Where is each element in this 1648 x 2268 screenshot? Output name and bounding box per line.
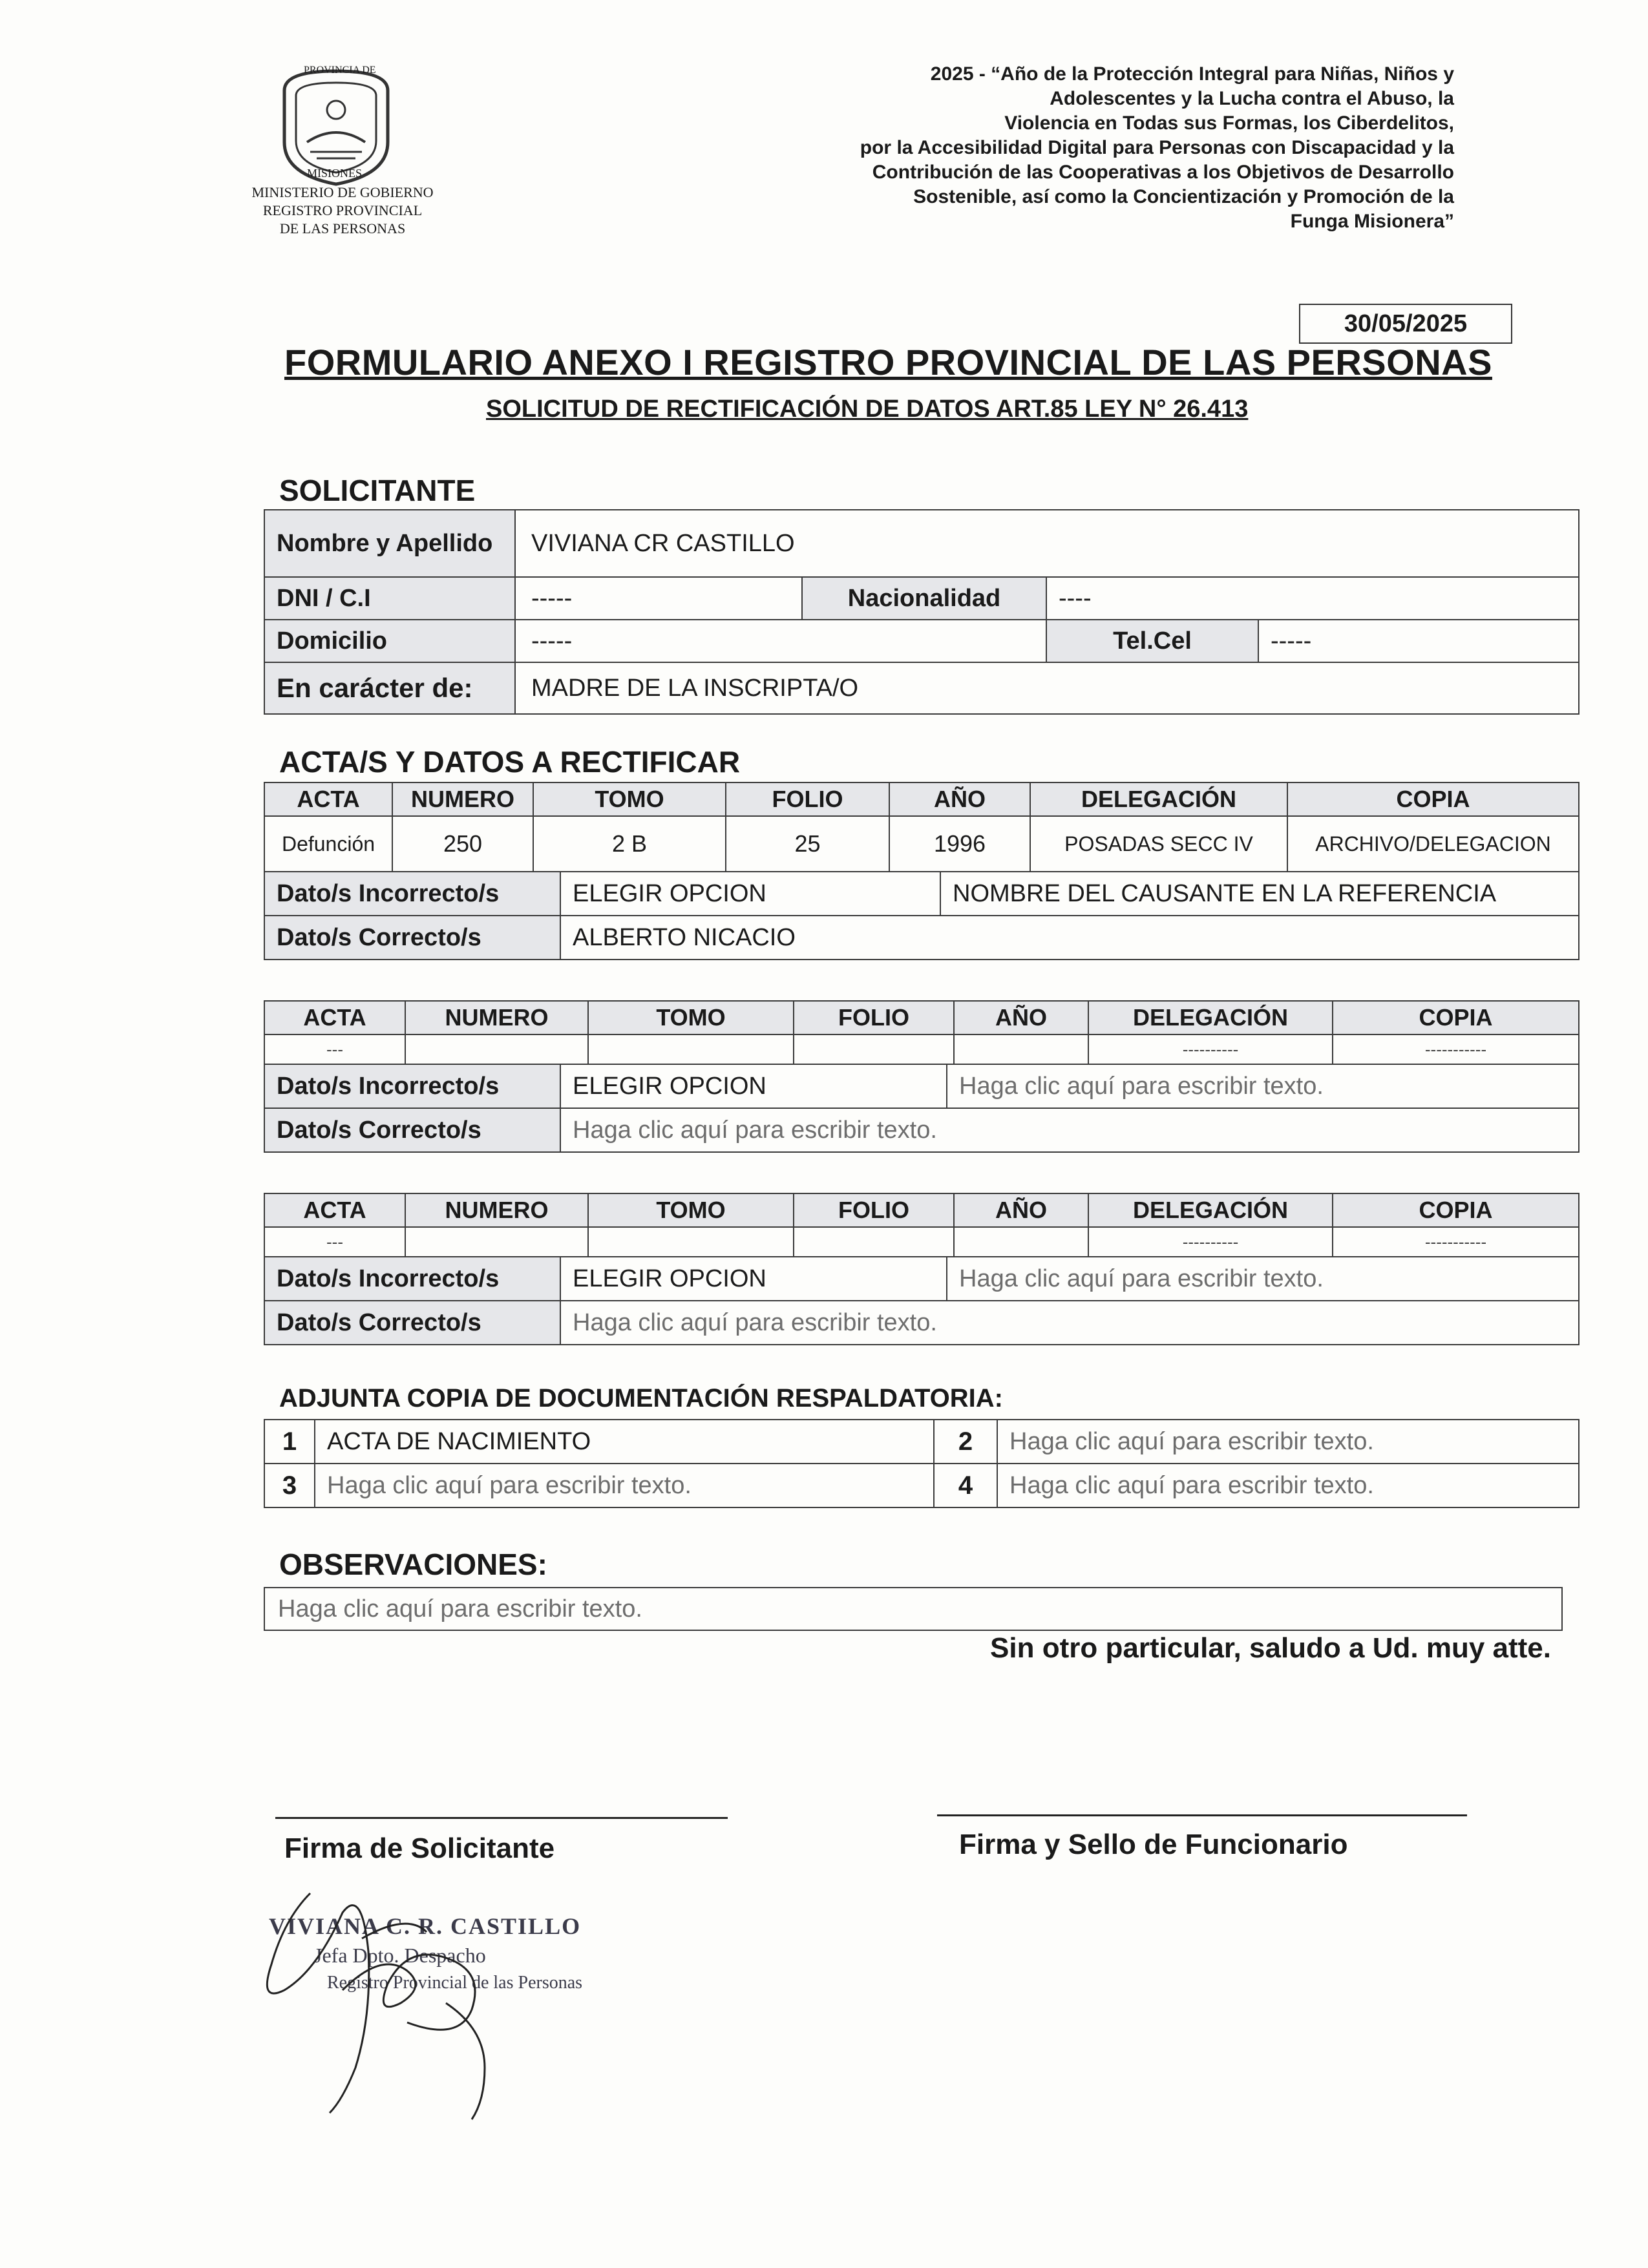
section-heading-observaciones: OBSERVACIONES: bbox=[279, 1548, 547, 1581]
col-numero: NUMERO bbox=[405, 1001, 588, 1034]
numero-field[interactable] bbox=[405, 1034, 588, 1064]
copia-field[interactable]: ARCHIVO/DELEGACION bbox=[1287, 816, 1579, 872]
incorrect-option-select[interactable]: ELEGIR OPCION bbox=[560, 1257, 947, 1301]
col-tomo: TOMO bbox=[533, 782, 726, 816]
year-motto bbox=[860, 62, 1454, 234]
acta-datos-table-3 bbox=[264, 1256, 1579, 1345]
col-tomo: TOMO bbox=[588, 1001, 794, 1034]
seal-text-bottom: MISIONES bbox=[307, 167, 363, 180]
folio-field[interactable]: 25 bbox=[726, 816, 889, 872]
date-field[interactable]: 30/05/2025 bbox=[1299, 304, 1512, 344]
incorrect-label: Dato/s Incorrecto/s bbox=[264, 1064, 560, 1108]
delegacion-field[interactable]: ---------- bbox=[1088, 1227, 1333, 1257]
adjunta-field-2[interactable]: Haga clic aquí para escribir texto. bbox=[997, 1420, 1579, 1464]
closing-text: Sin otro particular, saludo a Ud. muy atte. bbox=[990, 1632, 1551, 1664]
col-copia: COPIA bbox=[1333, 1193, 1579, 1227]
numero-field[interactable]: 250 bbox=[392, 816, 533, 872]
correct-label: Dato/s Correcto/s bbox=[264, 916, 560, 960]
col-acta: ACTA bbox=[264, 1193, 405, 1227]
motto-line: 2025 - “Año de la Protección Integral para Niñas, Niños y bbox=[930, 63, 1454, 85]
ministry-block bbox=[233, 184, 452, 238]
correct-field[interactable]: Haga clic aquí para escribir texto. bbox=[560, 1301, 1579, 1345]
form-subtitle: SOLICITUD DE RECTIFICACIÓN DE DATOS ART.85 LEY N° 26.413 bbox=[486, 395, 1249, 423]
col-acta: ACTA bbox=[264, 1001, 405, 1034]
correct-field[interactable]: ALBERTO NICACIO bbox=[560, 916, 1579, 960]
incorrect-detail-field[interactable]: Haga clic aquí para escribir texto. bbox=[947, 1257, 1579, 1301]
copia-field[interactable]: ----------- bbox=[1333, 1227, 1579, 1257]
telcel-field[interactable]: ----- bbox=[1258, 620, 1579, 662]
caracter-label: En carácter de: bbox=[264, 662, 515, 714]
folio-field[interactable] bbox=[794, 1227, 954, 1257]
col-folio: FOLIO bbox=[726, 782, 889, 816]
form-title: FORMULARIO ANEXO I REGISTRO PROVINCIAL DE LAS PERSONAS bbox=[284, 342, 1492, 383]
numero-field[interactable] bbox=[405, 1227, 588, 1257]
correct-label: Dato/s Correcto/s bbox=[264, 1301, 560, 1345]
ministry-line: MINISTERIO DE GOBIERNO bbox=[251, 184, 434, 200]
motto-line: Violencia en Todas sus Formas, los Ciberdelitos, bbox=[1004, 112, 1454, 134]
col-numero: NUMERO bbox=[392, 782, 533, 816]
acta-table-1 bbox=[264, 782, 1579, 872]
anio-field[interactable]: 1996 bbox=[889, 816, 1030, 872]
delegacion-field[interactable]: POSADAS SECC IV bbox=[1030, 816, 1287, 872]
col-folio: FOLIO bbox=[794, 1193, 954, 1227]
acta-datos-table-2 bbox=[264, 1064, 1579, 1153]
seal-text-top: PROVINCIA DE bbox=[304, 65, 376, 76]
adjunta-field-3[interactable]: Haga clic aquí para escribir texto. bbox=[315, 1464, 934, 1507]
stamp-line: Registro Provincial de las Personas bbox=[327, 1973, 583, 1993]
dni-label: DNI / C.I bbox=[264, 577, 515, 620]
section-heading-adjunta: ADJUNTA COPIA DE DOCUMENTACIÓN RESPALDATORIA: bbox=[279, 1384, 1003, 1412]
motto-line: Sostenible, así como la Concientización y Promoción de la bbox=[913, 186, 1454, 207]
incorrect-detail-field[interactable]: NOMBRE DEL CAUSANTE EN LA REFERENCIA bbox=[940, 872, 1579, 916]
tomo-field[interactable] bbox=[588, 1034, 794, 1064]
correct-label: Dato/s Correcto/s bbox=[264, 1108, 560, 1152]
correct-field[interactable]: Haga clic aquí para escribir texto. bbox=[560, 1108, 1579, 1152]
section-heading-solicitante: SOLICITANTE bbox=[279, 474, 476, 507]
stamp-line: Jefa Dpto. Despacho bbox=[314, 1944, 486, 1967]
nacionalidad-label: Nacionalidad bbox=[802, 577, 1046, 620]
tomo-field[interactable] bbox=[588, 1227, 794, 1257]
incorrect-label: Dato/s Incorrecto/s bbox=[264, 872, 560, 916]
ministry-line: REGISTRO PROVINCIAL bbox=[262, 202, 423, 218]
nombre-label: Nombre y Apellido bbox=[264, 510, 515, 577]
folio-field[interactable] bbox=[794, 1034, 954, 1064]
col-anio: AÑO bbox=[954, 1193, 1088, 1227]
handwritten-signature bbox=[213, 1874, 601, 2132]
acta-type-field[interactable]: Defunción bbox=[264, 816, 392, 872]
col-copia: COPIA bbox=[1333, 1001, 1579, 1034]
incorrect-label: Dato/s Incorrecto/s bbox=[264, 1257, 560, 1301]
tomo-field[interactable]: 2 B bbox=[533, 816, 726, 872]
firma-solicitante-label: Firma de Solicitante bbox=[284, 1832, 555, 1864]
copia-field[interactable]: ----------- bbox=[1333, 1034, 1579, 1064]
domicilio-field[interactable]: ----- bbox=[515, 620, 1046, 662]
incorrect-option-select[interactable]: ELEGIR OPCION bbox=[560, 1064, 947, 1108]
delegacion-field[interactable]: ---------- bbox=[1088, 1034, 1333, 1064]
incorrect-option-select[interactable]: ELEGIR OPCION bbox=[560, 872, 940, 916]
adjunta-field-4[interactable]: Haga clic aquí para escribir texto. bbox=[997, 1464, 1579, 1507]
acta-table-3 bbox=[264, 1193, 1579, 1257]
acta-type-field[interactable]: --- bbox=[264, 1034, 405, 1064]
adjunta-num: 1 bbox=[264, 1420, 315, 1464]
nombre-field[interactable]: VIVIANA CR CASTILLO bbox=[515, 510, 1579, 577]
col-anio: AÑO bbox=[954, 1001, 1088, 1034]
motto-line: Contribución de las Cooperativas a los Objetivos de Desarrollo bbox=[872, 162, 1454, 183]
col-acta: ACTA bbox=[264, 782, 392, 816]
dni-field[interactable]: ----- bbox=[515, 577, 802, 620]
section-heading-actas: ACTA/S Y DATOS A RECTIFICAR bbox=[279, 745, 741, 779]
acta-type-field[interactable]: --- bbox=[264, 1227, 405, 1257]
caracter-field[interactable]: MADRE DE LA INSCRIPTA/O bbox=[515, 662, 1579, 714]
adjunta-num: 4 bbox=[934, 1464, 997, 1507]
adjunta-table bbox=[264, 1419, 1579, 1508]
col-delegacion: DELEGACIÓN bbox=[1030, 782, 1287, 816]
solicitante-table bbox=[264, 509, 1579, 715]
adjunta-num: 3 bbox=[264, 1464, 315, 1507]
firma-funcionario-label: Firma y Sello de Funcionario bbox=[959, 1829, 1348, 1860]
signature-line-solicitante bbox=[275, 1817, 728, 1819]
motto-line: por la Accesibilidad Digital para Personas con Discapacidad y la bbox=[860, 137, 1454, 158]
adjunta-field-1[interactable]: ACTA DE NACIMIENTO bbox=[315, 1420, 934, 1464]
anio-field[interactable] bbox=[954, 1034, 1088, 1064]
acta-datos-table-1 bbox=[264, 871, 1579, 960]
signature-line-funcionario bbox=[937, 1814, 1467, 1816]
motto-line: Funga Misionera” bbox=[1290, 211, 1454, 232]
acta-table-2 bbox=[264, 1000, 1579, 1065]
col-delegacion: DELEGACIÓN bbox=[1088, 1193, 1333, 1227]
stamp-line: VIVIANA C. R. CASTILLO bbox=[269, 1913, 582, 1939]
observaciones-field[interactable]: Haga clic aquí para escribir texto. bbox=[264, 1587, 1563, 1631]
nacionalidad-field[interactable]: ---- bbox=[1046, 577, 1579, 620]
motto-line: Adolescentes y la Lucha contra el Abuso, la bbox=[1050, 88, 1454, 109]
incorrect-detail-field[interactable]: Haga clic aquí para escribir texto. bbox=[947, 1064, 1579, 1108]
domicilio-label: Domicilio bbox=[264, 620, 515, 662]
col-tomo: TOMO bbox=[588, 1193, 794, 1227]
col-anio: AÑO bbox=[889, 782, 1030, 816]
adjunta-num: 2 bbox=[934, 1420, 997, 1464]
ministry-line: DE LAS PERSONAS bbox=[279, 220, 406, 236]
anio-field[interactable] bbox=[954, 1227, 1088, 1257]
col-copia: COPIA bbox=[1287, 782, 1579, 816]
col-numero: NUMERO bbox=[405, 1193, 588, 1227]
col-delegacion: DELEGACIÓN bbox=[1088, 1001, 1333, 1034]
telcel-label: Tel.Cel bbox=[1046, 620, 1258, 662]
col-folio: FOLIO bbox=[794, 1001, 954, 1034]
